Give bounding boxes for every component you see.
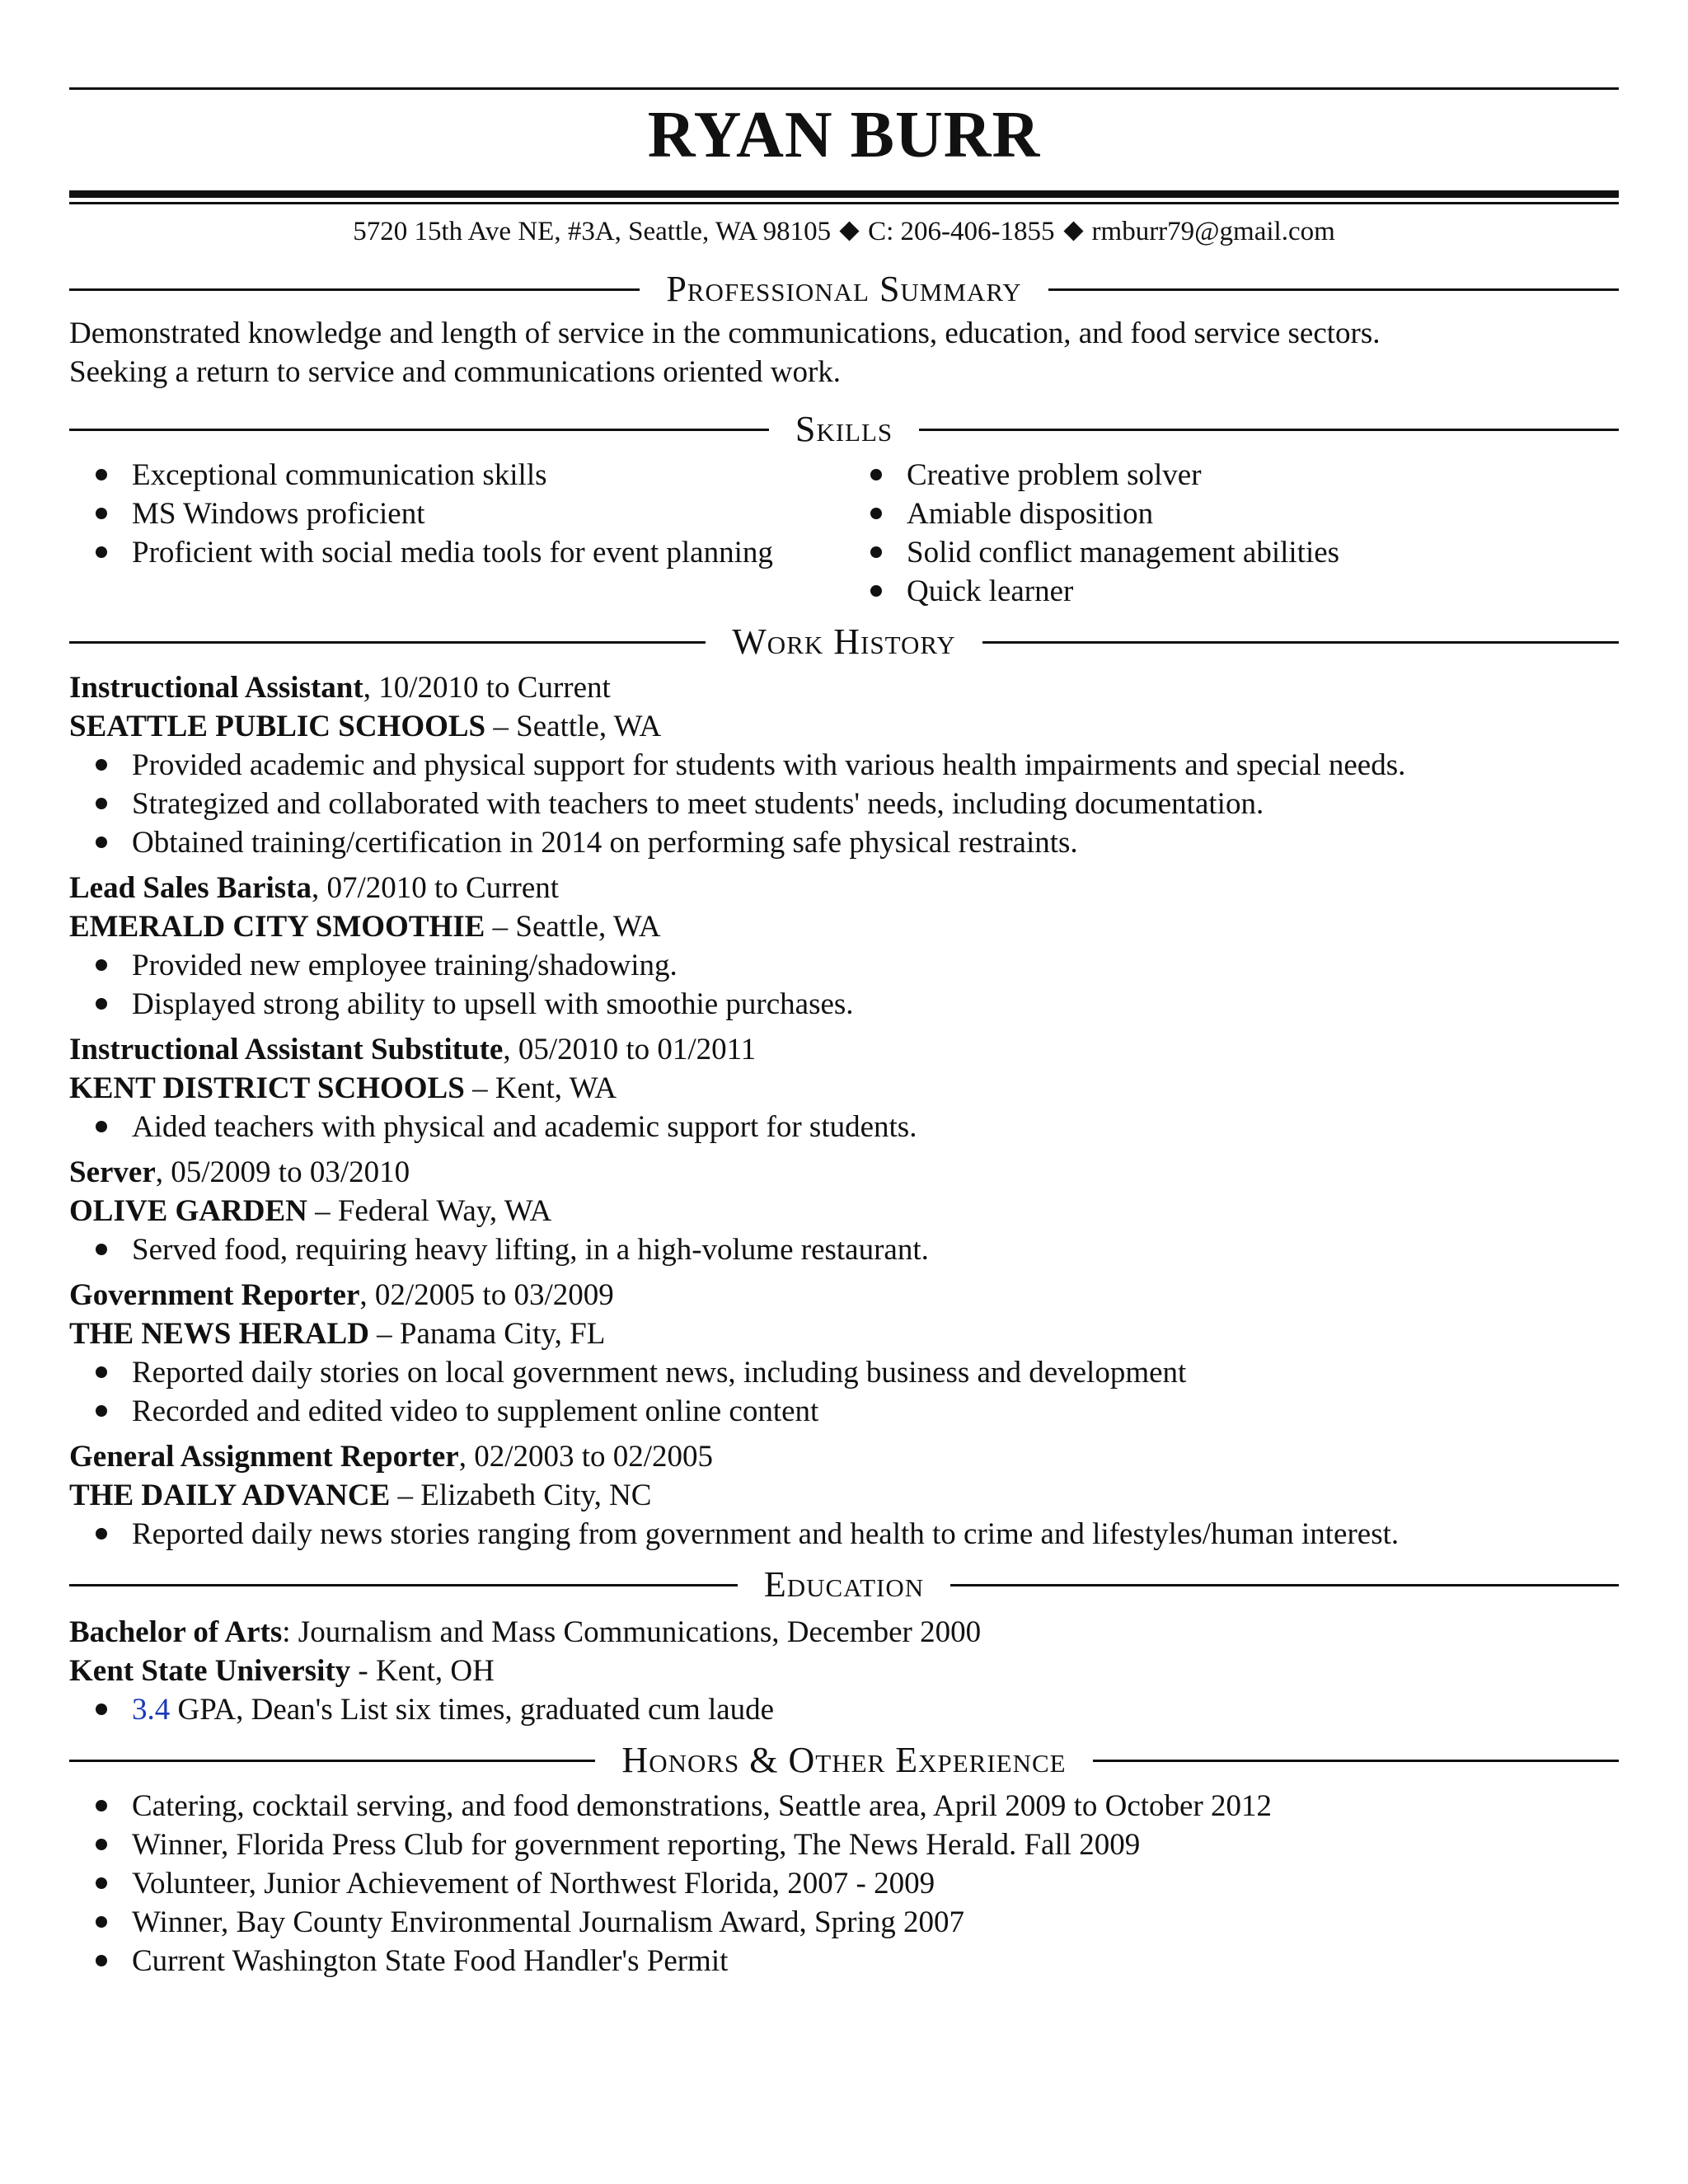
heading-rule-left [69, 1584, 738, 1586]
skill-text: Exceptional communication skills [132, 458, 547, 492]
skills-grid [69, 456, 1619, 611]
job-employer-line [69, 1476, 1619, 1515]
job-location: – Panama City, FL [368, 1317, 606, 1351]
job-employer-line [69, 907, 1619, 946]
bullet-text: Displayed strong ability to upsell with smoothie purchases. [132, 987, 854, 1021]
job-bullets [69, 746, 1619, 862]
heading-rule-left [69, 641, 706, 644]
section-heading-skills [69, 408, 1619, 451]
skill-item [69, 533, 844, 572]
bullet-icon [870, 585, 882, 597]
honor-item [69, 1942, 1619, 1980]
job-employer-line [69, 1315, 1619, 1353]
job-employer: THE DAILY ADVANCE [69, 1479, 391, 1512]
summary-text [69, 314, 1619, 391]
header-thick-rule [69, 190, 1619, 198]
section-heading-education [69, 1563, 1619, 1606]
heading-rule-right [1093, 1760, 1619, 1762]
job-title-line [69, 1030, 1619, 1069]
section-heading-summary [69, 268, 1619, 311]
resume-content [69, 87, 1619, 1980]
skill-text: MS Windows proficient [132, 497, 425, 531]
summary-line: Seeking a return to service and communications oriented work. [69, 355, 842, 389]
contact-line [69, 215, 1619, 248]
heading-rule-right [919, 429, 1619, 431]
job-entry [69, 668, 1619, 862]
job-bullets [69, 1515, 1619, 1554]
job-dates: , 05/2009 to 03/2010 [155, 1155, 410, 1189]
header-thin-rule [69, 202, 1619, 204]
bullet-icon [96, 1839, 107, 1850]
job-employer-line [69, 1192, 1619, 1230]
degree-line [69, 1613, 1619, 1652]
honor-text: Volunteer, Junior Achievement of Northwest Florida, 2007 - 2009 [132, 1867, 935, 1900]
job-bullets [69, 1108, 1619, 1146]
bullet-icon [96, 998, 107, 1010]
job-location: – Seattle, WA [485, 910, 661, 944]
heading-rule-right [950, 1584, 1619, 1586]
bullet-text: Strategized and collaborated with teachers to meet students' needs, including documentation. [132, 787, 1264, 821]
heading-rule-left [69, 429, 769, 431]
job-entry [69, 1437, 1619, 1554]
job-bullet [69, 1353, 1619, 1392]
school-location: - Kent, OH [350, 1654, 495, 1688]
skill-text: Creative problem solver [907, 458, 1202, 492]
job-employer-line [69, 1069, 1619, 1108]
honors-list [69, 1787, 1619, 1980]
bullet-text: Aided teachers with physical and academic support for students. [132, 1110, 917, 1144]
skills-column-right [844, 456, 1619, 611]
bullet-icon [96, 1704, 107, 1715]
job-employer: THE NEWS HERALD [69, 1317, 369, 1351]
bullet-icon [96, 759, 107, 771]
contact-phone: C: 206-406-1855 [868, 217, 1055, 246]
heading-rule-right [982, 641, 1619, 644]
education-entry [69, 1613, 1619, 1729]
section-title: Education [763, 1564, 925, 1605]
bullet-text: Provided academic and physical support for students with various health impairments and special needs. [132, 748, 1406, 782]
job-role: Lead Sales Barista [69, 871, 312, 905]
honor-text: Winner, Bay County Environmental Journalism Award, Spring 2007 [132, 1905, 964, 1939]
job-role: General Assignment Reporter [69, 1440, 459, 1474]
skill-item [69, 456, 844, 494]
job-bullet [69, 823, 1619, 862]
job-employer: EMERALD CITY SMOOTHIE [69, 910, 485, 944]
bullet-text: Provided new employee training/shadowing. [132, 949, 678, 982]
bullet-text: Recorded and edited video to supplement online content [132, 1394, 819, 1428]
skills-list [69, 456, 844, 572]
school-line [69, 1652, 1619, 1690]
skill-text: Proficient with social media tools for event planning [132, 536, 773, 569]
honor-item [69, 1825, 1619, 1864]
bullet-icon [96, 1916, 107, 1928]
job-title-line [69, 1153, 1619, 1192]
bullet-icon [96, 1877, 107, 1889]
job-bullets [69, 1353, 1619, 1431]
job-location: – Seattle, WA [485, 710, 662, 743]
job-title-line [69, 869, 1619, 907]
job-dates: , 05/2010 to 01/2011 [503, 1033, 757, 1066]
job-entry [69, 1276, 1619, 1431]
honor-item [69, 1864, 1619, 1903]
skill-item [844, 533, 1619, 572]
job-title-line [69, 668, 1619, 707]
degree-detail: : Journalism and Mass Communications, December 2000 [282, 1615, 982, 1649]
section-heading-honors [69, 1739, 1619, 1782]
bullet-text: Reported daily stories on local government news, including business and development [132, 1356, 1187, 1390]
bullet-icon [96, 1955, 107, 1966]
job-bullet [69, 1392, 1619, 1431]
bullet-icon [870, 508, 882, 519]
job-bullets [69, 1230, 1619, 1269]
job-dates: , 02/2003 to 02/2005 [458, 1440, 714, 1474]
job-employer: OLIVE GARDEN [69, 1194, 307, 1228]
job-bullet [69, 1230, 1619, 1269]
job-bullet [69, 1108, 1619, 1146]
bullet-icon [870, 469, 882, 480]
diamond-separator-icon [840, 221, 860, 241]
job-role: Government Reporter [69, 1278, 360, 1312]
bullet-icon [96, 959, 107, 971]
education-bullet [69, 1690, 1619, 1729]
header-top-rule [69, 87, 1619, 90]
bullet-text: Obtained training/certification in 2014 on performing safe physical restraints. [132, 826, 1078, 860]
contact-address: 5720 15th Ave NE, #3A, Seattle, WA 98105 [353, 217, 832, 246]
job-role: Server [69, 1155, 156, 1189]
bullet-icon [870, 546, 882, 558]
contact-email: rmburr79@gmail.com [1091, 217, 1335, 246]
skills-column-left [69, 456, 844, 611]
bullet-icon [96, 1800, 107, 1811]
education-bullets [69, 1690, 1619, 1729]
skill-item [844, 572, 1619, 611]
section-title: Honors & Other Experience [621, 1740, 1067, 1780]
honor-text: Current Washington State Food Handler's Permit [132, 1944, 729, 1978]
job-bullet [69, 746, 1619, 785]
gpa-value: 3.4 [132, 1693, 171, 1727]
skill-item [844, 494, 1619, 533]
job-entry [69, 1153, 1619, 1269]
bullet-icon [96, 1244, 107, 1255]
job-bullet [69, 985, 1619, 1024]
job-dates: , 07/2010 to Current [311, 871, 560, 905]
job-employer: KENT DISTRICT SCHOOLS [69, 1071, 465, 1105]
job-employer: SEATTLE PUBLIC SCHOOLS [69, 710, 486, 743]
job-bullet [69, 1515, 1619, 1554]
bullet-text: Reported daily news stories ranging from government and health to crime and lifestyles/human interest. [132, 1517, 1400, 1551]
bullet-icon [96, 837, 107, 848]
work-history-list [69, 668, 1619, 1554]
skill-text: Quick learner [907, 574, 1074, 608]
bullet-icon [96, 1366, 107, 1378]
skill-item [844, 456, 1619, 494]
job-employer-line [69, 707, 1619, 746]
job-bullet [69, 785, 1619, 823]
job-location: – Elizabeth City, NC [390, 1479, 652, 1512]
job-role: Instructional Assistant [69, 671, 363, 705]
job-bullets [69, 946, 1619, 1024]
degree-name: Bachelor of Arts [69, 1615, 283, 1649]
bullet-icon [96, 546, 107, 558]
job-title-line [69, 1437, 1619, 1476]
candidate-name: RYAN BURR [647, 99, 1041, 171]
bullet-icon [96, 508, 107, 519]
honor-text: Catering, cocktail serving, and food demonstrations, Seattle area, April 2009 to October 2012 [132, 1789, 1273, 1823]
job-dates: , 02/2005 to 03/2009 [359, 1278, 614, 1312]
section-heading-work [69, 621, 1619, 663]
honor-text: Winner, Florida Press Club for government reporting, The News Herald. Fall 2009 [132, 1828, 1141, 1862]
bullet-icon [96, 1528, 107, 1540]
bullet-icon [96, 798, 107, 809]
bullet-text: Served food, requiring heavy lifting, in a high-volume restaurant. [132, 1233, 929, 1267]
job-bullet [69, 946, 1619, 985]
gpa-detail: GPA, Dean's List six times, graduated cum laude [170, 1693, 775, 1727]
skill-text: Amiable disposition [907, 497, 1154, 531]
bullet-icon [96, 1405, 107, 1417]
heading-rule-right [1048, 288, 1619, 291]
job-role: Instructional Assistant Substitute [69, 1033, 504, 1066]
skill-item [69, 494, 844, 533]
job-dates: , 10/2010 to Current [363, 671, 611, 705]
heading-rule-left [69, 288, 640, 291]
job-entry [69, 1030, 1619, 1146]
job-location: – Kent, WA [464, 1071, 617, 1105]
honor-item [69, 1903, 1619, 1942]
job-title-line [69, 1276, 1619, 1315]
skills-list [844, 456, 1619, 611]
honor-item [69, 1787, 1619, 1825]
school-name: Kent State University [69, 1654, 351, 1688]
section-title: Work History [732, 621, 956, 662]
bullet-icon [96, 1121, 107, 1132]
bullet-icon [96, 469, 107, 480]
diamond-separator-icon [1063, 221, 1083, 241]
summary-line: Demonstrated knowledge and length of service in the communications, education, and food service sectors. [69, 316, 1381, 350]
job-location: – Federal Way, WA [307, 1194, 552, 1228]
section-title: Professional Summary [666, 269, 1022, 309]
section-title: Skills [795, 409, 893, 449]
heading-rule-left [69, 1760, 595, 1762]
job-entry [69, 869, 1619, 1024]
skill-text: Solid conflict management abilities [907, 536, 1340, 569]
